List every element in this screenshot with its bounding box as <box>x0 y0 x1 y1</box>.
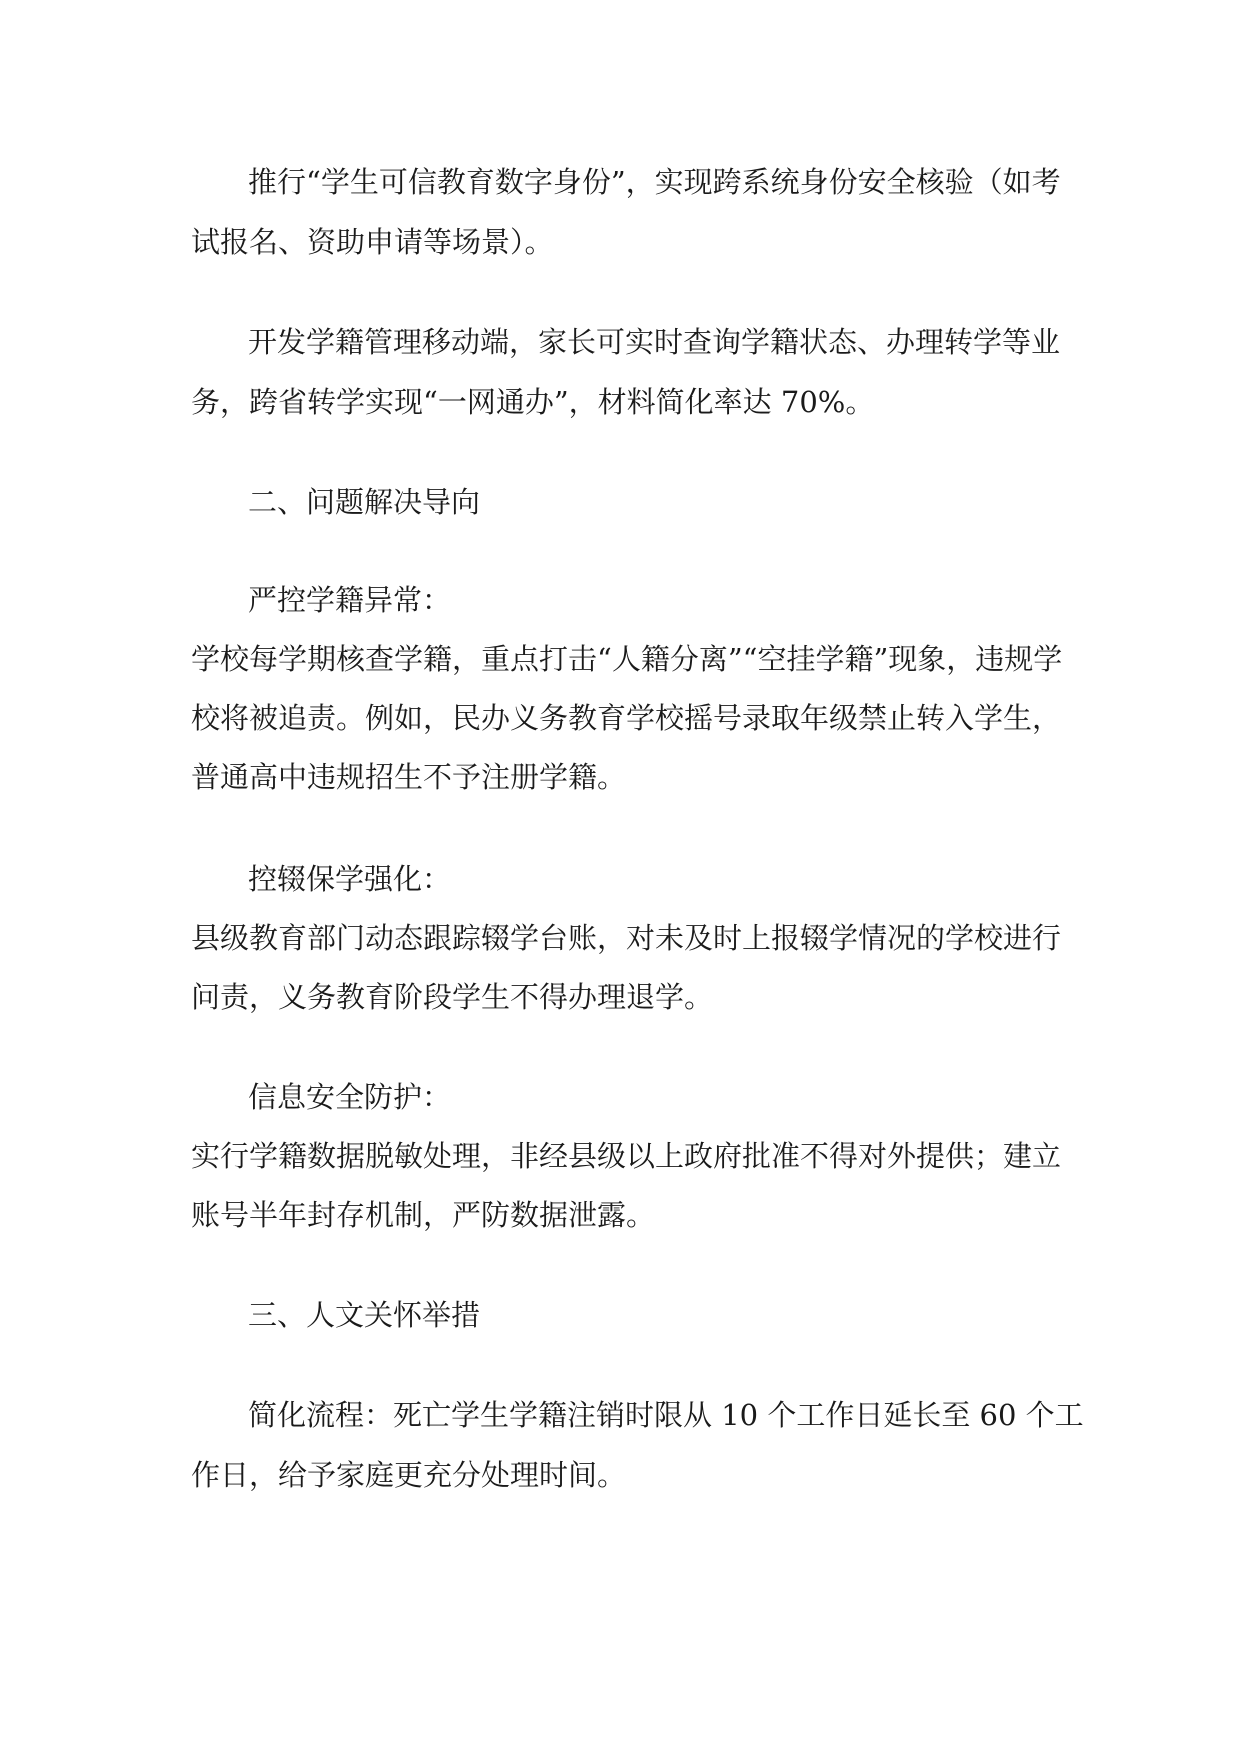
paragraph-line: 推行“学生可信教育数字身份”，实现跨系统身份安全核验（如考 <box>248 165 1061 199</box>
paragraph-line: 校将被追责。例如，民办义务教育学校摇号录取年级禁止转入学生， <box>191 701 1062 735</box>
paragraph-line: 问责，义务教育阶段学生不得办理退学。 <box>191 980 714 1014</box>
subsection-title: 信息安全防护： <box>248 1080 452 1114</box>
section-heading: 三、人文关怀举措 <box>248 1298 481 1332</box>
paragraph-line: 开发学籍管理移动端，家长可实时查询学籍状态、办理转学等业 <box>248 325 1061 359</box>
paragraph-line: 试报名、资助申请等场景）。 <box>191 225 554 259</box>
paragraph-line: 作日，给予家庭更充分处理时间。 <box>191 1458 627 1492</box>
paragraph-line: 普通高中违规招生不予注册学籍。 <box>191 760 627 794</box>
paragraph-line: 务，跨省转学实现“一网通办”，材料简化率达 70%。 <box>191 385 875 419</box>
section-heading: 二、问题解决导向 <box>248 485 481 519</box>
subsection-title: 严控学籍异常： <box>248 583 452 617</box>
subsection-title: 控辍保学强化： <box>248 862 452 896</box>
paragraph-line: 县级教育部门动态跟踪辍学台账，对未及时上报辍学情况的学校进行 <box>191 921 1062 955</box>
paragraph-line: 实行学籍数据脱敏处理，非经县级以上政府批准不得对外提供；建立 <box>191 1139 1062 1173</box>
paragraph-line: 学校每学期核查学籍，重点打击“人籍分离”“空挂学籍”现象，违规学 <box>191 642 1063 676</box>
paragraph-line: 简化流程：死亡学生学籍注销时限从 10 个工作日延长至 60 个工 <box>248 1398 1084 1432</box>
paragraph-line: 账号半年封存机制，严防数据泄露。 <box>191 1198 656 1232</box>
